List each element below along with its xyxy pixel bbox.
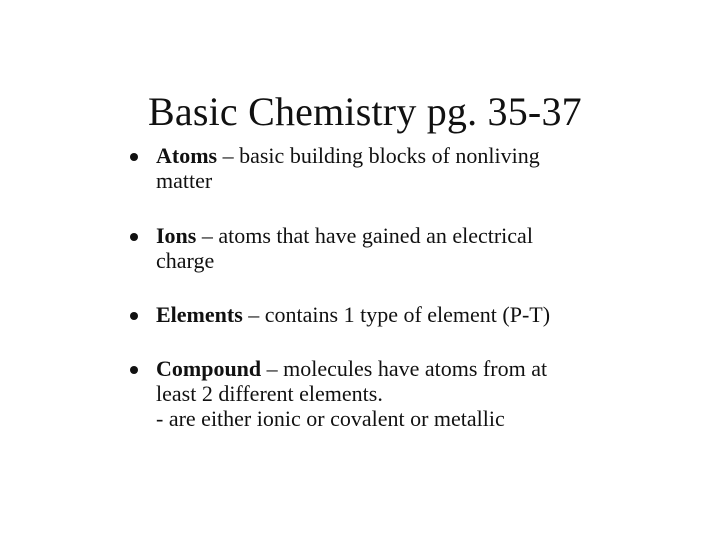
term-ions: Ions bbox=[156, 223, 197, 248]
definition-compound-line-3: - are either ionic or covalent or metallic bbox=[156, 406, 505, 431]
bullet-ions-line-1 bbox=[156, 223, 596, 248]
bullet-elements-line-1 bbox=[156, 302, 596, 327]
definition-ions-line-2: charge bbox=[156, 248, 215, 273]
term-atoms: Atoms bbox=[156, 143, 218, 168]
bullet-text-ions bbox=[156, 223, 596, 273]
slide-title: Basic Chemistry pg. 35-37 bbox=[148, 89, 582, 134]
definition-compound-line-2: least 2 different elements. bbox=[156, 381, 383, 406]
bullet-dot-icon bbox=[130, 233, 138, 241]
definition-elements-line-1: – contains 1 type of element (P-T) bbox=[242, 302, 551, 327]
definition-atoms-line-2: matter bbox=[156, 168, 213, 193]
bullet-dot-icon bbox=[130, 312, 138, 320]
bullet-atoms-line-1 bbox=[156, 143, 596, 168]
bullet-text-atoms bbox=[156, 143, 596, 193]
term-elements: Elements bbox=[156, 302, 243, 327]
term-compound: Compound bbox=[156, 356, 262, 381]
bullet-dot-icon bbox=[130, 153, 138, 161]
bullet-text-compound bbox=[156, 356, 596, 431]
bullet-text-elements bbox=[156, 302, 596, 327]
bullet-dot-icon bbox=[130, 366, 138, 374]
definition-atoms-line-1: – basic building blocks of nonliving bbox=[217, 143, 540, 168]
definition-ions-line-1: – atoms that have gained an electrical bbox=[196, 223, 533, 248]
bullet-compound-line-1 bbox=[156, 356, 596, 381]
definition-compound-line-1: – molecules have atoms from at bbox=[261, 356, 548, 381]
